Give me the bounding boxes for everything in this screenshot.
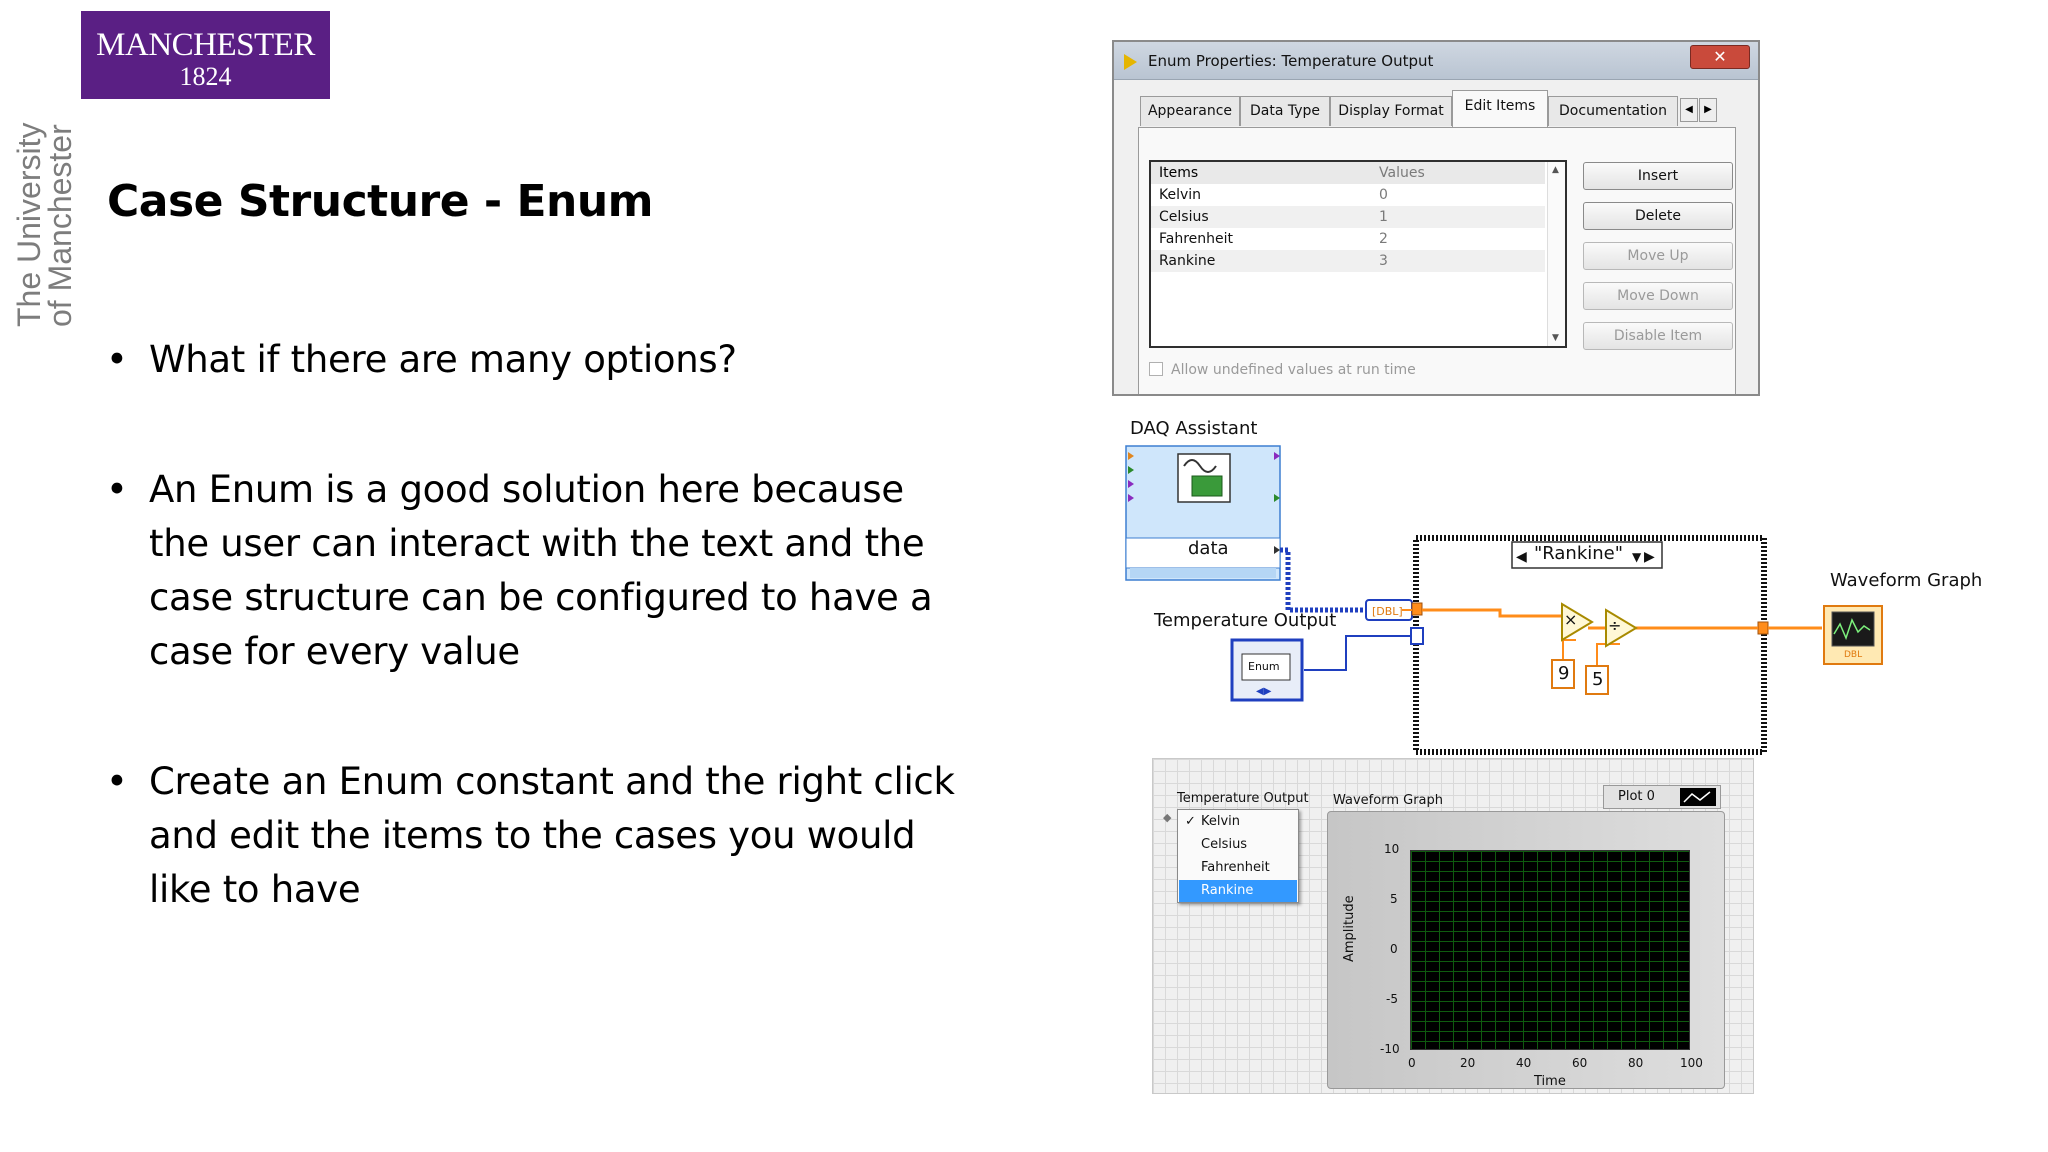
dialog-titlebar[interactable]: [1114, 42, 1758, 80]
scroll-down-icon[interactable]: ▼: [1552, 333, 1559, 343]
svg-text:▶: ▶: [1644, 549, 1655, 565]
labview-icon: [1124, 54, 1137, 70]
logo-year: 1824: [179, 62, 232, 91]
dialog-title: Enum Properties: Temperature Output: [1148, 52, 1434, 70]
disable-item-button[interactable]: Disable Item: [1583, 322, 1733, 350]
y-tick: 5: [1390, 892, 1398, 906]
y-axis-label: Amplitude: [1342, 895, 1357, 962]
table-row[interactable]: Celsius 1: [1151, 206, 1545, 228]
scroll-up-icon[interactable]: ▲: [1552, 165, 1559, 175]
output-tunnel: [1758, 622, 1768, 634]
enum-dropdown-menu[interactable]: [1177, 809, 1299, 903]
daq-assistant-label: DAQ Assistant: [1130, 418, 1258, 439]
tab-edit-items[interactable]: Edit Items: [1452, 90, 1548, 127]
enum-terminal-text: Enum: [1248, 660, 1280, 673]
logo-name: MANCHESTER: [96, 27, 315, 63]
x-tick: 0: [1408, 1056, 1416, 1070]
checkbox-box[interactable]: [1149, 362, 1163, 376]
menu-item-rankine[interactable]: Rankine: [1179, 880, 1297, 902]
university-logo: [81, 11, 330, 99]
y-tick: 0: [1390, 942, 1398, 956]
waveform-graph-label: Waveform Graph: [1830, 570, 1983, 591]
x-tick: 100: [1680, 1056, 1703, 1070]
divide-symbol: ÷: [1608, 616, 1622, 635]
y-tick: -10: [1380, 1042, 1400, 1056]
move-up-button[interactable]: Move Up: [1583, 242, 1733, 270]
table-scrollbar[interactable]: [1547, 162, 1565, 346]
constant-9-value: 9: [1558, 663, 1570, 684]
tab-documentation[interactable]: Documentation: [1548, 96, 1678, 126]
slide-title: Case Structure - Enum: [107, 176, 654, 227]
move-down-button[interactable]: Move Down: [1583, 282, 1733, 310]
tab-scroll: [1680, 98, 1718, 122]
bullet-item: • Create an Enum constant and the right click and edit the items to the cases you would like to have: [106, 760, 955, 911]
graph-title: Waveform Graph: [1333, 793, 1443, 808]
graph-terminal-text: DBL: [1844, 650, 1863, 660]
brand-line-2: of Manchester: [42, 124, 78, 327]
plot-legend[interactable]: [1603, 785, 1721, 809]
enum-increment-icon[interactable]: ◆: [1163, 811, 1172, 824]
legend-label: Plot 0: [1618, 789, 1655, 804]
bullet-list: [104, 333, 964, 993]
constant-5-value: 5: [1592, 669, 1604, 690]
waveform-graph[interactable]: [1327, 811, 1725, 1089]
tab-display-format[interactable]: Display Format: [1330, 96, 1452, 126]
insert-button[interactable]: Insert: [1583, 162, 1733, 190]
table-row[interactable]: Fahrenheit 2: [1159, 231, 1388, 247]
allow-undefined-checkbox[interactable]: Allow undefined values at run time: [1149, 362, 1416, 378]
table-header: [1151, 162, 1545, 184]
dynamic-data-wire: [1280, 550, 1366, 610]
table-row[interactable]: Rankine 3: [1151, 250, 1545, 272]
front-panel: [1152, 758, 1754, 1094]
svg-text:▼: ▼: [1632, 550, 1642, 564]
panel-enum-label: Temperature Output: [1177, 791, 1309, 806]
block-diagram: [1110, 410, 2010, 760]
tab-appearance[interactable]: Appearance: [1140, 96, 1240, 126]
plot-area[interactable]: [1410, 850, 1690, 1050]
table-row[interactable]: Kelvin 0: [1159, 187, 1388, 203]
svg-text:◀▶: ◀▶: [1256, 686, 1272, 697]
daq-data-output: data: [1188, 538, 1229, 559]
x-tick: 80: [1628, 1056, 1644, 1070]
tab-scroll-left-icon[interactable]: ◀: [1680, 98, 1698, 122]
delete-button[interactable]: Delete: [1583, 202, 1733, 230]
bullet-item: • What if there are many options?: [106, 338, 737, 381]
enum-properties-dialog: [1112, 40, 1760, 396]
tab-data-type[interactable]: Data Type: [1240, 96, 1330, 126]
brand-line-1: The University: [11, 122, 47, 327]
column-items: Items: [1159, 165, 1199, 181]
vertical-brand-text: [11, 122, 78, 328]
x-axis-label: Time: [1534, 1074, 1566, 1089]
temperature-output-label: Temperature Output: [1154, 610, 1337, 631]
bullet-item: • An Enum is a good solution here because the user can interact with the text and the case structure can be configured to have a case for every value: [106, 468, 933, 673]
y-tick: 10: [1384, 842, 1400, 856]
check-icon: ✓: [1185, 814, 1196, 829]
plot-swatch-icon: [1680, 788, 1716, 806]
selector-terminal[interactable]: [1411, 628, 1423, 644]
x-tick: 60: [1572, 1056, 1588, 1070]
menu-item-fahrenheit[interactable]: Fahrenheit: [1201, 860, 1270, 875]
x-tick: 40: [1516, 1056, 1532, 1070]
menu-item-kelvin[interactable]: ✓ Kelvin: [1179, 811, 1297, 833]
menu-item-celsius[interactable]: Celsius: [1201, 837, 1248, 852]
case-selector-value: "Rankine": [1534, 543, 1624, 564]
x-tick: 20: [1460, 1056, 1476, 1070]
multiply-symbol: ×: [1564, 610, 1578, 629]
y-tick: -5: [1386, 992, 1398, 1006]
close-icon[interactable]: ✕: [1690, 45, 1750, 69]
column-values: Values: [1379, 165, 1425, 181]
input-tunnel: [1412, 603, 1422, 615]
edit-items-panel: [1138, 127, 1736, 396]
svg-text:◀: ◀: [1516, 549, 1527, 565]
daq-assistant-node[interactable]: [1126, 446, 1280, 580]
tab-scroll-right-icon[interactable]: ▶: [1699, 98, 1717, 122]
items-table[interactable]: [1149, 160, 1567, 348]
svg-text:[DBL]: [DBL]: [1372, 605, 1403, 618]
